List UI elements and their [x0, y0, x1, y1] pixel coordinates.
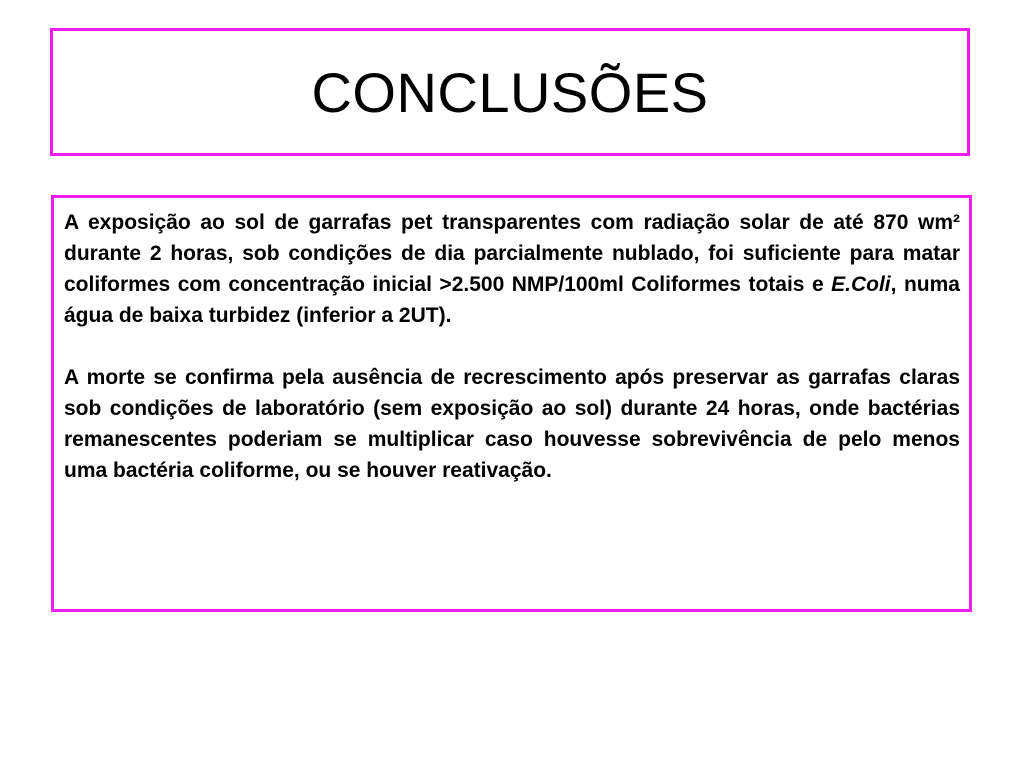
- slide-title: CONCLUSÕES: [311, 60, 709, 124]
- content-box: [51, 195, 972, 612]
- paragraph-exposure-text-after: , numa água de baixa turbidez (inferior a 2UT).: [64, 273, 960, 327]
- title-box: [50, 28, 970, 156]
- paragraph-exposure-text-before: A exposição ao sol de garrafas pet transparentes com radiação solar de até 870 wm² durante 2 horas, sob condições de dia parcialmente nublado, foi suficiente para matar coliformes com concentração inicial >2.500 NMP/100ml Coliformes totais e: [64, 211, 960, 296]
- paragraph-exposure: [64, 207, 960, 331]
- ecoli-italic-term: E.Coli: [831, 273, 891, 296]
- paragraph-confirmation: A morte se confirma pela ausência de recrescimento após preservar as garrafas claras sob condições de laboratório (sem exposição ao sol) durante 24 horas, onde bactérias remanescentes poderiam se multiplicar caso houvesse sobrevivência de pelo menos uma bactéria coliforme, ou se houver reativação.: [64, 366, 960, 482]
